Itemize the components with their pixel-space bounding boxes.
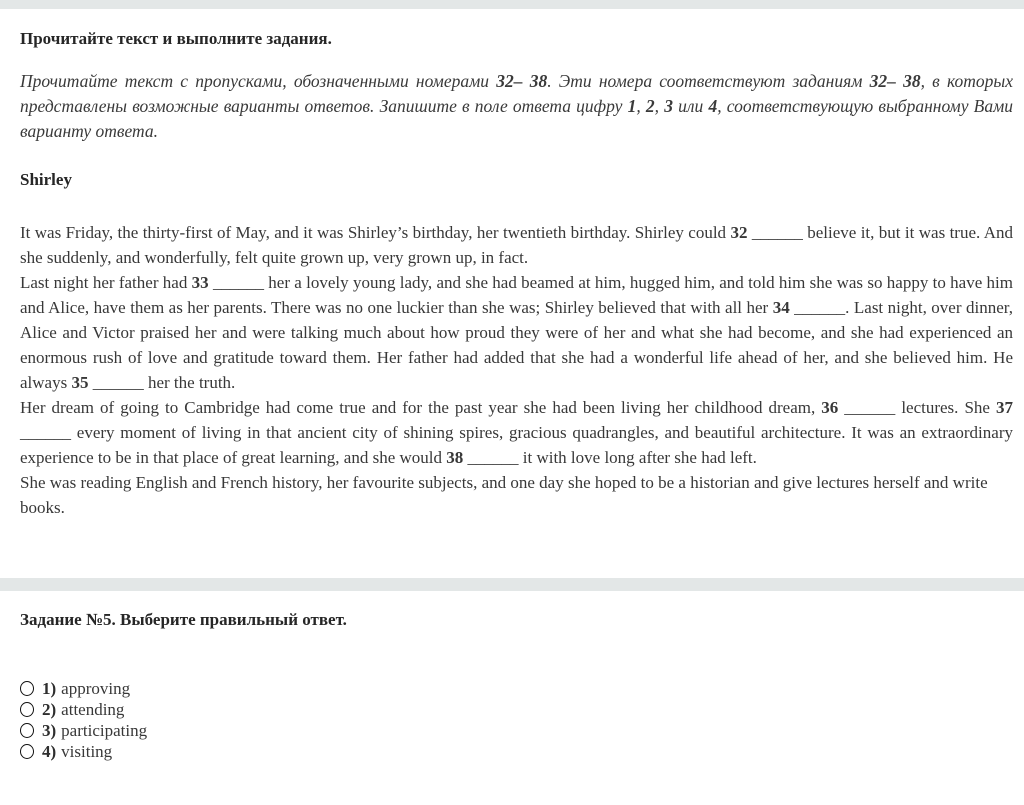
- option-label: participating: [61, 720, 148, 740]
- instructions-heading: Прочитайте текст и выполните задания.: [20, 29, 332, 48]
- radio-button[interactable]: [20, 702, 34, 717]
- answer-option-3[interactable]: [20, 720, 1013, 741]
- radio-button[interactable]: [20, 744, 34, 759]
- option-label: visiting: [61, 741, 113, 761]
- option-label: approving: [61, 678, 131, 698]
- intro-instructions: Прочитайте текст с пропусками, обозначенными номерами 32– 38. Эти номера соответствуют заданиям 32– 38, в которых представлены возможные варианты ответов. Запишите в поле ответа цифру 1, 2, 3 или 4, соответствующую выбранному Вами варианту ответа.: [20, 71, 1014, 141]
- answer-option-2[interactable]: [20, 699, 1013, 720]
- passage-paragraph: It was Friday, the thirty-first of May, and it was Shirley’s birthday, her twentieth birthday. Shirley could 32 ______ believe it, but it was true. And she suddenly, and wonderfully, felt quite grown up, very grown up, in fact.: [20, 223, 1013, 267]
- passage-paragraph: Her dream of going to Cambridge had come true and for the past year she had been living her childhood dream, 36 ______ lectures. She 37 ______ every moment of living in that ancient city of shining spires, gracious quadrangles, and beautiful architecture. It was an extraordinary experience to be in that place of great learning, and she would 38 ______ it with love long after she had left.: [20, 398, 1013, 467]
- task-heading: Задание №5. Выберите правильный ответ.: [20, 610, 347, 629]
- option-number: 1): [42, 678, 57, 698]
- top-divider-bar: [0, 0, 1024, 9]
- passage-text: [20, 220, 1013, 520]
- option-number: 2): [42, 699, 57, 719]
- section-divider-bar: [0, 578, 1024, 591]
- question-section: [20, 610, 1013, 762]
- reading-section: [20, 29, 1013, 520]
- answer-option-4[interactable]: [20, 741, 1013, 762]
- passage-title: Shirley: [20, 170, 72, 189]
- option-number: 3): [42, 720, 57, 740]
- option-number: 4): [42, 741, 57, 761]
- option-label: attending: [61, 699, 125, 719]
- answer-options: [20, 678, 1013, 762]
- passage-paragraph: Last night her father had 33 ______ her a lovely young lady, and she had beamed at him, hugged him, and told him she was so happy to have him and Alice, have them as her parents. There was no one luckier than she was; Shirley believed that with all her 34 ______. Last night, over dinner, Alice and Victor praised her and were talking much about how proud they were of her and what she had become, and she had experienced an enormous rush of love and gratitude toward them. Her father had added that she had a wonderful life ahead of her, and she believed him. He always 35 ______ her the truth.: [20, 273, 1014, 392]
- radio-button[interactable]: [20, 723, 34, 738]
- answer-option-1[interactable]: [20, 678, 1013, 699]
- radio-button[interactable]: [20, 681, 34, 696]
- passage-paragraph: She was reading English and French history, her favourite subjects, and one day she hoped to be a historian and give lectures herself and write books.: [20, 473, 988, 517]
